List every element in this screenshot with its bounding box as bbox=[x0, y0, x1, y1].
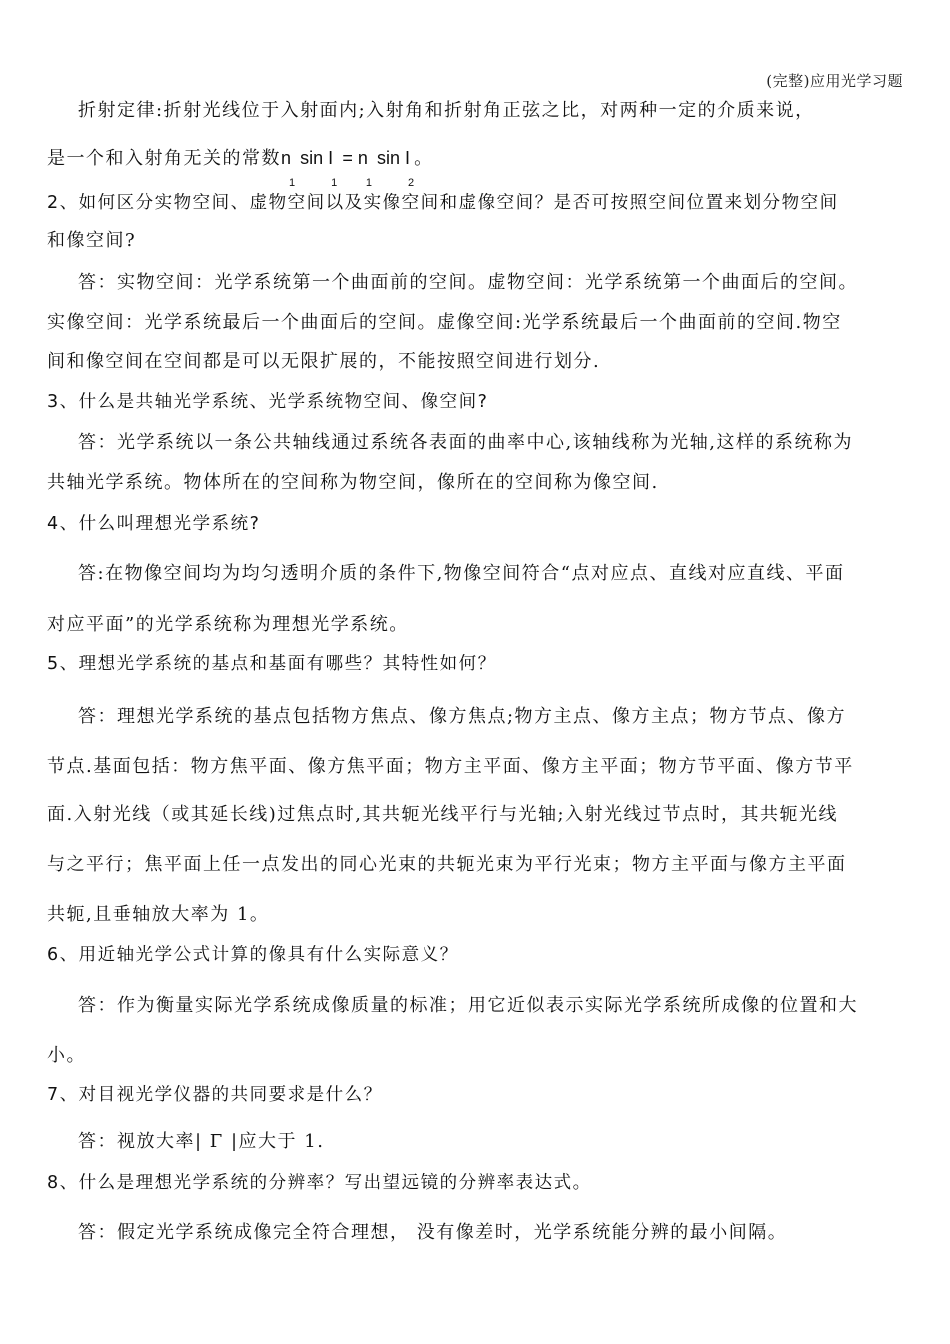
answer-3: 答：光学系统以一条公共轴线通过系统各表面的曲率中心,该轴线称为光轴,这样的系统称为 bbox=[78, 432, 853, 453]
text-line: 和像空间? bbox=[47, 230, 137, 251]
answer-6: 答：作为衡量实际光学系统成像质量的标准；用它近似表示实际光学系统所成像的位置和大 bbox=[78, 995, 858, 1016]
question-7: 7、对目视光学仪器的共同要求是什么？ bbox=[47, 1085, 383, 1105]
text-line: 共轴光学系统。物体所在的空间称为物空间，像所在的空间称为像空间. bbox=[47, 472, 659, 493]
text-line: 与之平行；焦平面上任一点发出的同心光束的共轭光束为平行光束；物方主平面与像方主平面 bbox=[47, 854, 847, 875]
formula-sin1: sin I bbox=[300, 148, 334, 168]
formula-n2: n bbox=[357, 148, 368, 168]
answer-4: 答:在物像空间均为均匀透明介质的条件下,物像空间符合“点对应点、直线对应直线、平面 bbox=[78, 563, 845, 584]
answer-7: 答：视放大率| Γ |应大于 1. bbox=[78, 1131, 325, 1152]
text-line: 间和像空间在空间都是可以无限扩展的，不能按照空间进行划分. bbox=[47, 351, 601, 372]
formula-subscript: 2 bbox=[408, 177, 415, 189]
formula-sin2: sin I bbox=[377, 148, 411, 168]
question-2: 2、如何区分实物空间、虚物空间以及实像空间和虚像空间？是否可按照空间位置来划分物空间 bbox=[47, 193, 839, 213]
text-line: 节点.基面包括：物方焦平面、像方焦平面；物方主平面、像方主平面；物方节平面、像方节平 bbox=[47, 756, 854, 777]
formula-subscript: 1 bbox=[289, 177, 296, 189]
answer-5: 答：理想光学系统的基点包括物方焦点、像方焦点;物方主点、像方主点；物方节点、像方 bbox=[78, 706, 847, 727]
text-line: 小。 bbox=[47, 1045, 86, 1066]
text-line: 对应平面”的光学系统称为理想光学系统。 bbox=[47, 614, 409, 635]
question-3: 3、什么是共轴光学系统、光学系统物空间、像空间? bbox=[47, 392, 489, 412]
formula-subscript: 1 bbox=[331, 177, 338, 189]
question-5: 5、理想光学系统的基点和基面有哪些？其特性如何？ bbox=[47, 654, 497, 674]
text-segment: 。 bbox=[414, 148, 434, 169]
text-line: 面.入射光线（或其延长线)过焦点时,其共轭光线平行与光轴;入射光线过节点时，其共轭光线 bbox=[47, 804, 839, 825]
refraction-formula bbox=[281, 148, 415, 189]
question-6: 6、用近轴光学公式计算的像具有什么实际意义？ bbox=[47, 945, 459, 965]
formula-equals: = bbox=[342, 148, 353, 168]
formula-subscript: 1 bbox=[365, 177, 372, 189]
question-4: 4、什么叫理想光学系统? bbox=[47, 514, 261, 534]
page-header: (完整)应用光学习题 bbox=[766, 72, 903, 90]
text-line: 折射定律:折射光线位于入射面内;入射角和折射角正弦之比，对两种一定的介质来说， bbox=[78, 100, 815, 121]
text-segment: 是一个和入射角无关的常数 bbox=[47, 148, 281, 169]
text-line: 实像空间：光学系统最后一个曲面后的空间。虚像空间:光学系统最后一个曲面前的空间.物空 bbox=[47, 312, 842, 333]
answer-2: 答：实物空间：光学系统第一个曲面前的空间。虚物空间：光学系统第一个曲面后的空间。 bbox=[78, 272, 858, 293]
question-8: 8、什么是理想光学系统的分辨率？写出望远镜的分辨率表达式。 bbox=[47, 1173, 592, 1193]
text-line: 共轭,且垂轴放大率为 1。 bbox=[47, 904, 270, 925]
answer-8: 答：假定光学系统成像完全符合理想， 没有像差时，光学系统能分辨的最小间隔。 bbox=[78, 1222, 788, 1243]
formula-n1: n bbox=[281, 148, 292, 168]
text-line-formula bbox=[47, 146, 907, 189]
